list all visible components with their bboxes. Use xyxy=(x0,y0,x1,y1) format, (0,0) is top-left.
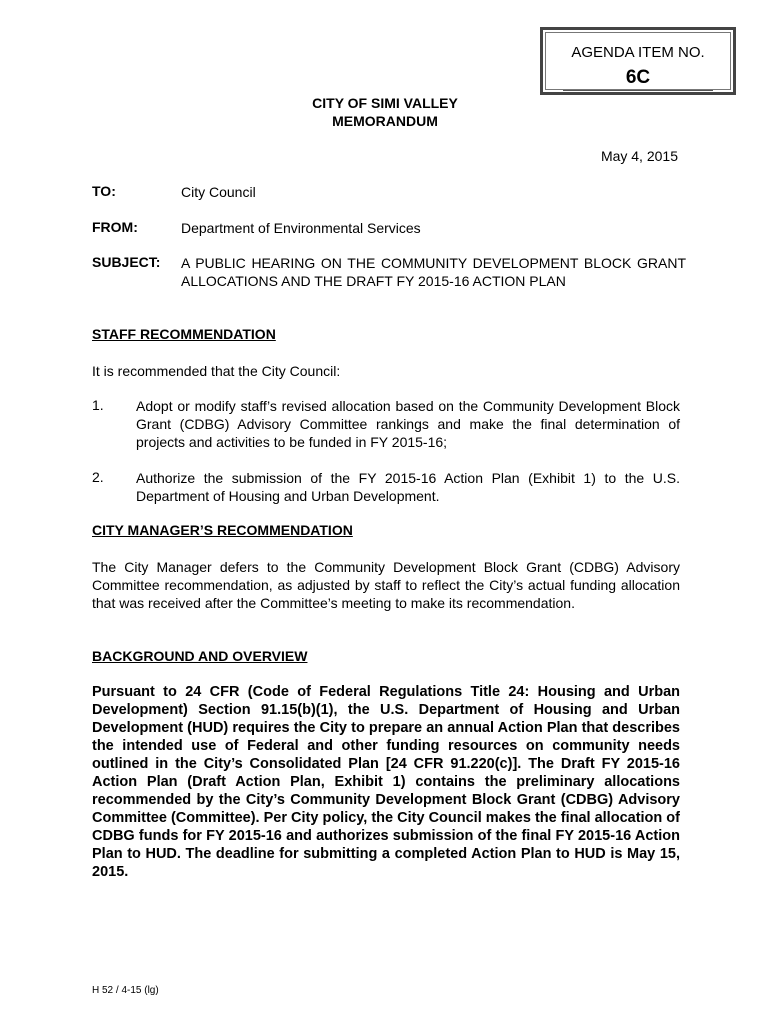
agenda-item-underline xyxy=(563,90,713,91)
city-manager-recommendation-heading: CITY MANAGER’S RECOMMENDATION xyxy=(92,522,353,538)
to-label: TO: xyxy=(92,183,116,199)
organization-title: CITY OF SIMI VALLEY xyxy=(312,95,458,111)
subject-value: A PUBLIC HEARING ON THE COMMUNITY DEVELOPMENT BLOCK GRANT ALLOCATIONS AND THE DRAFT FY 2015-16 ACTION PLAN xyxy=(181,255,686,289)
agenda-item-label: AGENDA ITEM NO. xyxy=(571,44,705,61)
recommendation-item-text: Authorize the submission of the FY 2015-16 Action Plan (Exhibit 1) to the U.S. Department of Housing and Urban Development. xyxy=(136,470,680,504)
agenda-item-box xyxy=(540,27,736,95)
background-overview-heading: BACKGROUND AND OVERVIEW xyxy=(92,648,308,664)
memo-date: May 4, 2015 xyxy=(600,148,678,164)
recommendation-item-number: 2. xyxy=(92,469,104,485)
document-type-title: MEMORANDUM xyxy=(332,113,438,129)
agenda-item-number: 6C xyxy=(625,67,651,88)
recommendation-item-number: 1. xyxy=(92,397,104,413)
recommendation-item-text: Adopt or modify staff’s revised allocation based on the Community Development Block Grant (CDBG) Advisory Committee rankings and make the final determination of projects and activities to be funded in FY 2015-16; xyxy=(136,398,680,450)
background-overview-text: Pursuant to 24 CFR (Code of Federal Regulations Title 24: Housing and Urban Development) Section 91.15(b)(1), the U.S. Department of Housing and Urban Development (HUD) requires the City to prepare an annual Action Plan that describes the intended use of Federal and other funding resources on community needs outlined in the City’s Consolidated Plan [24 CFR 91.220(c)]. The Draft FY 2015-16 Action Plan (Draft Action Plan, Exhibit 1) contains the preliminary allocations recommended by the City’s Community Development Block Grant (CDBG) Advisory Committee (Committee). Per City policy, the City Council makes the final allocation of CDBG funds for FY 2015-16 and authorizes submission of the final FY 2015-16 Action Plan to HUD. The deadline for submitting a completed Action Plan to HUD is May 15, 2015. xyxy=(92,684,680,880)
form-code-footer: H 52 / 4-15 (lg) xyxy=(92,985,159,996)
to-value: City Council xyxy=(181,184,256,200)
staff-recommendation-intro: It is recommended that the City Council: xyxy=(92,363,341,379)
subject-label: SUBJECT: xyxy=(92,254,161,270)
city-manager-recommendation-text: The City Manager defers to the Community Development Block Grant (CDBG) Advisory Committee recommendation, as adjusted by staff to reflect the City’s actual funding allocation that was received after the Committee’s meeting to make its recommendation. xyxy=(92,559,680,611)
from-label: FROM: xyxy=(92,219,138,235)
from-value: Department of Environmental Services xyxy=(181,220,421,236)
staff-recommendation-heading: STAFF RECOMMENDATION xyxy=(92,326,276,342)
